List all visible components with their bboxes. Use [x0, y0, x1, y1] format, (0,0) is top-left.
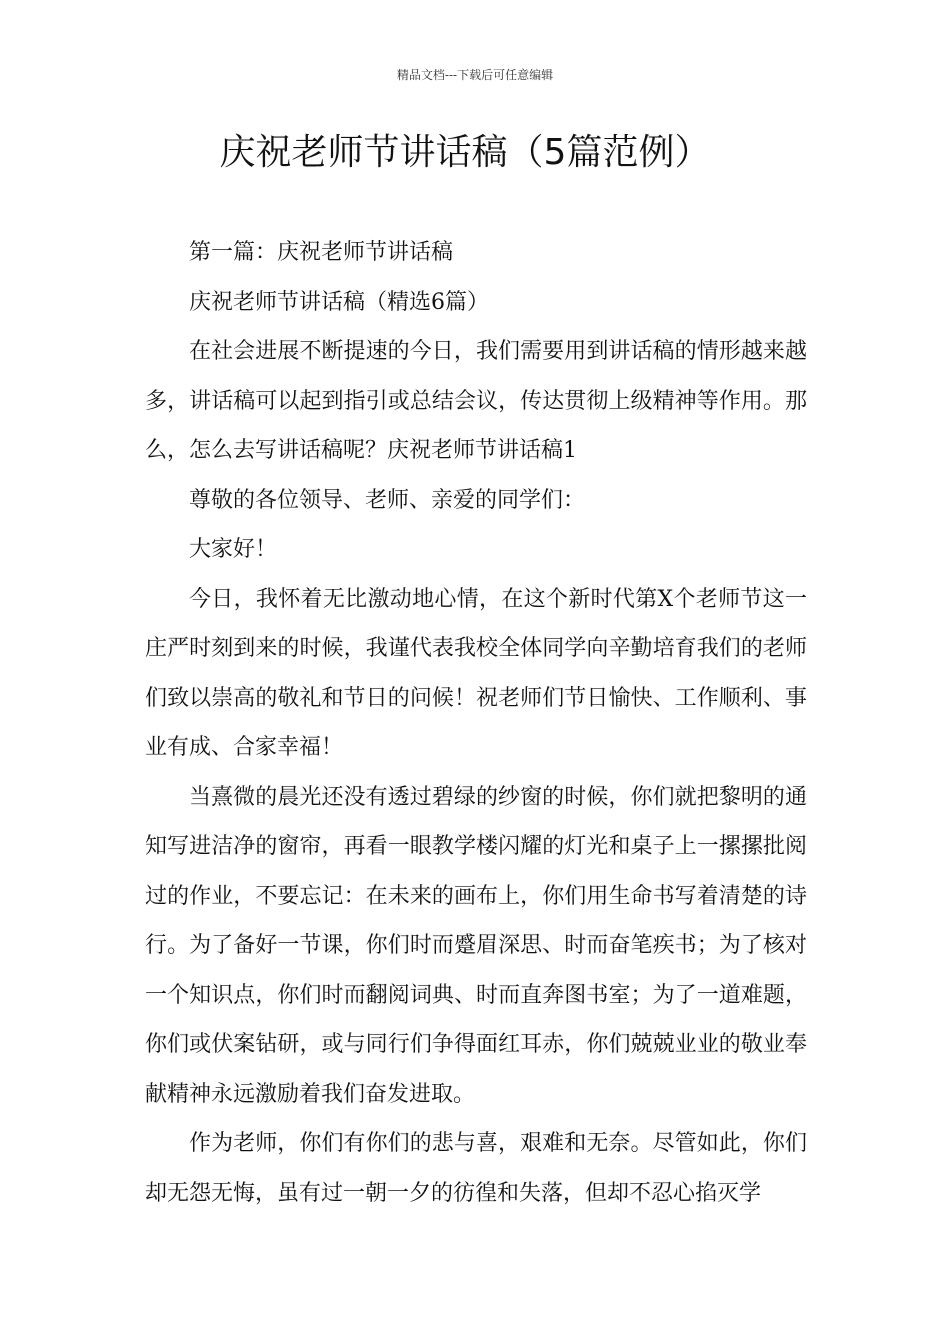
document-title: 庆祝老师节讲话稿（5篇范例） — [219, 132, 711, 173]
body-paragraph: 在社会进展不断提速的今日，我们需要用到讲话稿的情形越来越多，讲话稿可以起到指引或总结会议，传达贯彻上级精神等作用。那么，怎么去写讲话稿呢？庆祝老师节讲话稿1 — [145, 339, 807, 463]
body-paragraph: 今日，我怀着无比激动地心情，在这个新时代第X个老师节这一庄严时刻到来的时候，我谨代表我校全体同学向辛勤培育我们的老师们致以崇高的敬礼和节日的问候！祝老师们节日愉快、工作顺利、事业有成、合家幸福！ — [145, 586, 807, 760]
subtitle-paragraph: 庆祝老师节讲话稿（精选6篇） — [189, 289, 489, 315]
salutation-paragraph: 尊敬的各位领导、老师、亲爱的同学们： — [189, 487, 586, 513]
section-heading: 第一篇：庆祝老师节讲话稿 — [189, 240, 454, 265]
body-paragraph: 当熹微的晨光还没有透过碧绿的纱窗的时候，你们就把黎明的通知写进洁净的窗帘，再看一眼教学楼闪耀的灯光和桌子上一摞摞批阅过的作业，不要忘记：在未来的画布上，你们用生命书写着清楚的诗行。为了备好一节课，你们时而蹙眉深思、时而奋笔疾书；为了核对一个知识点，你们时而翻阅词典、时而直奔图书室；为了一道难题，你们或伏案钻研，或与同行们争得面红耳赤，你们兢兢业业的敬业奉献精神永远激励着我们奋发进取。 — [145, 784, 807, 1107]
document-body — [145, 228, 807, 1218]
header-note: 精品文档---下载后可任意编辑 — [396, 68, 554, 82]
body-paragraph: 作为老师，你们有你们的悲与喜，艰难和无奈。尽管如此，你们却无怨无悔，虽有过一朝一夕的彷徨和失落，但却不忍心掐灭学 — [145, 1131, 807, 1206]
greeting-paragraph: 大家好！ — [189, 537, 278, 562]
